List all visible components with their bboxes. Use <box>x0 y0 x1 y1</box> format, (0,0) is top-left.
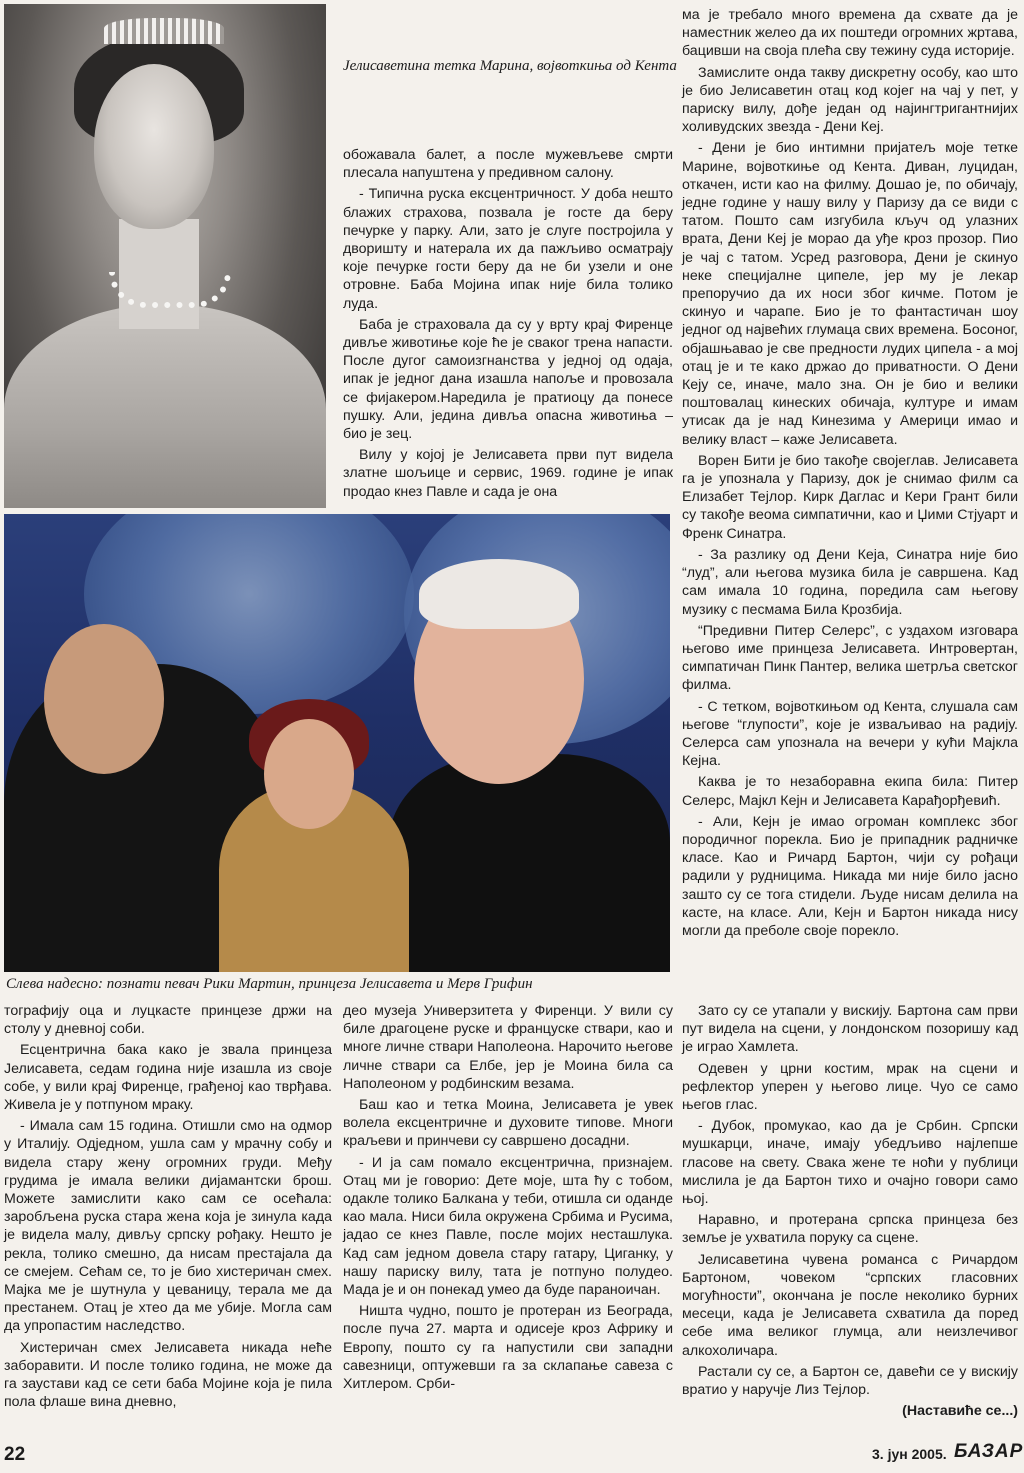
paragraph: обожавала балет, а после мужевљеве смрти плесала напуштена у предивном салону. <box>343 147 673 182</box>
article-column-b <box>682 6 1018 943</box>
paragraph: део музеја Универзитета у Фиренци. У вили су биле драгоцене руске и француске ствари, као и многе личне ствари Наполеона. Нарочито његове личне ствари са Елбе, јер је Моина била са Наполеоном у родбинским везама. <box>343 1003 673 1092</box>
paragraph: Зато су се утапали у вискију. Бартона сам први пут видела на сцени, у лондонском позоришу кад је играо Хамлета. <box>682 1003 1018 1056</box>
article-column-e <box>682 1002 1018 1423</box>
photo-person-center-head <box>264 719 354 829</box>
paragraph: Хистеричан смех Јелисавета никада неће заборавити. И после толико година, не може да га заустави кад се сети баба Мојине која је пила пола флаше вина дневно, <box>4 1339 332 1411</box>
article-column-d <box>343 1002 673 1396</box>
article-column-a <box>343 146 673 504</box>
page-number: 22 <box>4 1444 26 1465</box>
photo-tiara-shape <box>104 18 224 44</box>
photo-person-left-head <box>44 624 164 774</box>
paragraph: “Предивни Питер Селерс”, с уздахом изговара његово име принцеза Јелисавета. Интровертан, симпатичан Пинк Пантер, велика шетрља светског филма. <box>682 622 1018 694</box>
paragraph: - За разлику од Дени Кеја, Синатра није био “луд”, али његова музика била је савршена. Кад сам имала 10 година, поредила сам његову музику с песмама Била Крозбија. <box>682 546 1018 618</box>
paragraph: тографију оца и луцкасте принцезе држи на столу у дневној соби. <box>4 1003 332 1038</box>
continued-note: (Наставиће се...) <box>902 1403 1018 1420</box>
photo-person-right-body <box>389 754 670 972</box>
paragraph: ма је требало много времена да схвате да је наместник желео да их поштеди огромних жртава, бацивши на своја плећа сву тежину суда историје. <box>682 7 1018 60</box>
paragraph: - Имала сам 15 година. Отишли смо на одмор у Италију. Одједном, ушла сам у мрачну собу и видела стару жену огромних груди. Међу грудима је имала велики дијамантски брош. Можете замислити како сам се осећала: заробљена руска стара жена која је зинула када је видела малу, дивљу српску рођаку. Нешто је рекла, толико смешно, да нисам престајала да се смејем. Сећам се, то је био хистеричан смех. Мајка ме је шутнула у цеваницу, терала ме да престанем. Отац је хтео да ме убије. Могла сам да упропастим наследство. <box>4 1118 332 1335</box>
photo-dress-shape <box>4 304 326 508</box>
photo-person-right-hair <box>419 559 579 629</box>
portrait-caption: Јелисаветина тетка Марина, војвоткиња од Кента <box>343 58 677 74</box>
paragraph: Баба је страховала да су у врту крај Фиренце дивље животиње које ће је сваког трена напасти. После дугог самоизгнанства у једној од одаја, ипак је једног дана изашла напоље и провозала се фијакером.Наредила је пратиоцу да понесе пушку. Али, једина дивља опасна животиња – био је зец. <box>343 316 673 443</box>
paragraph: Каква је то незаборавна екипа била: Питер Селерс, Мајкл Кејн и Јелисавета Карађорђевић. <box>682 774 1018 809</box>
photo-necklace-shape <box>109 272 231 308</box>
paragraph: Наравно, и протерана српска принцеза без земље је ухватила поруку са сцене. <box>682 1212 1018 1247</box>
issue-date: 3. јун 2005. <box>872 1446 947 1462</box>
paragraph: - Али, Кејн је имао огроман комплекс због породичног порекла. Био је припадник радничке класе. Као и Ричард Бартон, чији су рођаци радили у рудницима. Никада ми није било јасно зашто су се тога стидели. Људе нисам делила на касте, на класе. Али, Кејн и Бартон никада нису могли да преболе своје порекло. <box>682 813 1018 939</box>
paragraph: - И ја сам помало ексцентрична, признајем. Отац ми је говорио: Дете моје, шта ћу с тобом, одакле толико Балкана у теби, отишла си оданде као мала. Ниси била окружена Србима и Русима, јадао се кнез Павле, после мојих несташлука. Кад сам једном довела стару гатару, Циганку, у нашу париску вилу, тата је потпуно полудео. Мада је и он понекад умео да буде параноичан. <box>343 1154 673 1299</box>
paragraph: Замислите онда такву дискретну особу, као што је био Јелисаветин отац код којег на чај у пет, у париску вилу, дође један од најингтригантнијих холивудских звезда - Дени Кеј. <box>682 64 1018 136</box>
paragraph: Растали су се, а Бартон се, давећи се у вискију вратио у наручје Лиз Тејлор. <box>682 1363 1018 1399</box>
magazine-logo: БАЗАР <box>954 1441 1024 1462</box>
article-column-c <box>4 1002 332 1414</box>
paragraph: Одевен у црни костим, мрак на сцени и рефлектор уперен у његово лице. Чуо се само његов глас. <box>682 1060 1018 1114</box>
paragraph: Есцентрична бака како је звала принцеза Јелисавета, седам година није изашла из своје собе, у вили крај Фиренце, грађеној као тврђава. Живела је у потпуном мраку. <box>4 1042 332 1114</box>
paragraph: Вилу у којој је Јелисавета први пут видела златне шољице и сервис, 1969. године је ипак продао кнез Павле и сада је она <box>343 447 673 500</box>
portrait-photo <box>4 4 326 508</box>
paragraph: Ништа чудно, пошто је протеран из Београда, после пуча 27. марта и одисеје кроз Африку и Европу, пошто су га напустили сви западни савезници, оптужевши га за склапање савеза с Хитлером. Срби- <box>343 1303 673 1393</box>
paragraph: Јелисаветина чувена романса с Ричардом Бартоном, човеком “српских гласовних могућности”, окончана је после неколико бурних месеци, када је Јелисавета схватила да поред себе има великог глумца, али неизлечивог алкохоличара. <box>682 1251 1018 1359</box>
photo-face-shape <box>94 64 214 229</box>
paragraph: - С тетком, војвоткињом од Кента, слушала сам његове “глупости”, које је изваљивао на радију. Селерса сам упознала на вечери у кући Мајкла Кејна. <box>682 698 1018 770</box>
paragraph: Баш као и тетка Моина, Јелисавета је увек волела ексцентричне и духовите типове. Многи краљеви и принчеви су савршено досадни. <box>343 1097 673 1150</box>
group-photo-caption: Слева надесно: познати певач Рики Мартин, принцеза Јелисавета и Мерв Грифин <box>6 976 533 992</box>
paragraph: Ворен Бити је био такође својеглав. Јелисавета га је упознала у Паризу, док је снимао филм са Елизабет Тејлор. Кирк Даглас и Кери Грант били су такође веома симпатични, као и Џими Стјуарт и Френк Синатра. <box>682 452 1018 542</box>
paragraph: - Дени је био интимни пријатељ моје тетке Марине, војвоткиње од Кента. Диван, луцидан, откачен, исти као на филму. Дошао је, по обичају, једне године у нашу вилу у Паризу да се види с татом. Пошто сам изгубила кључ од улазних врата, Дени Кеј је морао да уђе кроз прозор. Пио је чај с татом. Усред разговора, Дени је скинуо неке специјалне ципеле, јер му је лекар препоручио да их носи због кичме. Потом је скинуо и чарапе. Био је то фантастичан шоу једног од највећих глумаца свих времена. Босоног, објашњавао је све предности лудих ципела - а мој отац је и те како држао до приватности. О Дени Кеју се, иначе, мало зна. Он је био и велики поштовалац кинеских обичаја, културе и имам утисак да је над Кинезима у Америци имао и велику власт – каже Јелисавета. <box>682 140 1018 448</box>
paragraph: - Дубок, промукао, као да је Србин. Српски мушкарци, иначе, имају убедљиво најлепше гласове на свету. Свака жене те ноћи у публици мислила је да Бартон тихо и очајно говори само њој. <box>682 1118 1018 1208</box>
paragraph: - Типична руска ексцентричност. У доба нешто блажих страхова, позвала је госте да беру печурке у парку. Али, зато је слуге постројила у дворишту и натерала их да пажљиво осматрају које печурке гости беру да не би узели и оне отровне. Баба Мојина ипак није била толико луда. <box>343 186 673 312</box>
group-photo <box>4 514 670 972</box>
